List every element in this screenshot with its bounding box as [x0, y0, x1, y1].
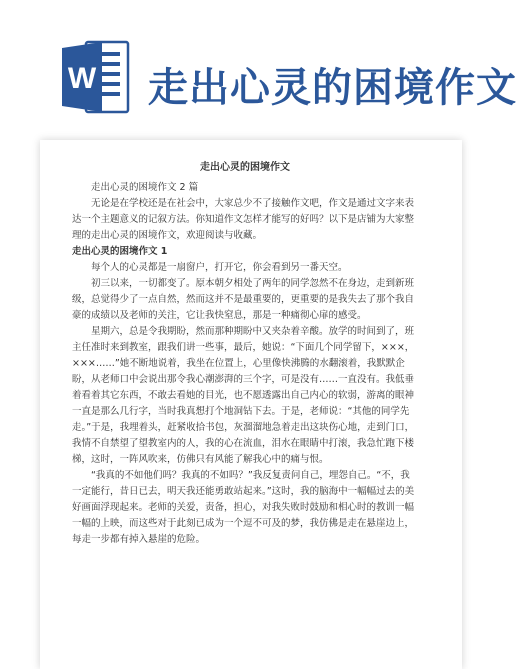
document-title: 走出心灵的困境作文	[200, 162, 290, 173]
section-heading: 走出心灵的困境作文 1	[72, 246, 168, 257]
paragraph: 初三以来，一切都变了。原本朝夕相处了两年的同学忽然不在身边，走到新班级，总觉得少了一点自然，然而这并不是最重要的，更重要的是我失去了那个我自豪的成绩以及老师的关注，它让我快窒息，那是一种痛彻心扉的感受。	[72, 278, 415, 321]
intro-paragraph: 无论是在学校还是在社会中，大家总少不了接触作文吧，作文是通过文字来表达一个主题意义的记叙方法。你知道作文怎样才能写的好吗？以下是店铺为大家整理的走出心灵的困境作文，欢迎阅读与收藏。	[72, 198, 415, 241]
banner	[0, 0, 517, 140]
document-subtitle: 走出心灵的困境作文 2 篇	[91, 182, 199, 193]
paragraph: “我真的不如他们吗？我真的不如吗？”我反复责问自己，埋怨自己。“不，我一定能行，昔日已去，明天我还能勇敢站起来。”这时，我的脑海中一幅幅过去的美好画面浮现起来。老师的关爱，责备，担心，对我失败时鼓励和相心时的教训一幅一幅的上映，而这些对于此刻已成为一个逗不可及的梦，我仿佛是走在悬崖边上，每走一步都有掉入悬崖的危险。	[72, 470, 415, 545]
paragraph: 星期六，总是令我期盼，然而那种期盼中又夹杂着辛酸。放学的时间到了，班主任准时来到教室，跟我们讲一些事，最后，她说：“下面几个同学留下，×××，×××……”她不断地说着，我坐在位置上，心里像快沸腾的水翻滚着，我默默企盼，从老师口中会说出那令我心潮澎湃的三个字，可是没有……一直没有。我低垂着看着其它东西，不敢去看她的目光，也不愿透露出自己内心的软弱，游离的眼神一直是那么几行字，当时我真想打个地洞钻下去。于是，老师说：“其他的同学先走。”于是，我埋着头，赶紧收拾书包，灰溜溜地急着走出这块伤心地，走到门口，我情不自禁望了望教室内的人，我的心在流血，泪水在眼睛中打滚，我急忙跑下楼梯，这时，一阵风吹来，仿佛只有风能了解我心中的痛与恨。	[72, 326, 415, 465]
word-doc-icon	[62, 38, 130, 116]
banner-title: 走出心灵的困境作文	[148, 65, 517, 111]
svg-text:W: W	[67, 62, 97, 95]
paragraph: 每个人的心灵都是一扇窗户，打开它，你会看到另一番天空。	[91, 262, 348, 273]
document-body	[72, 160, 418, 548]
